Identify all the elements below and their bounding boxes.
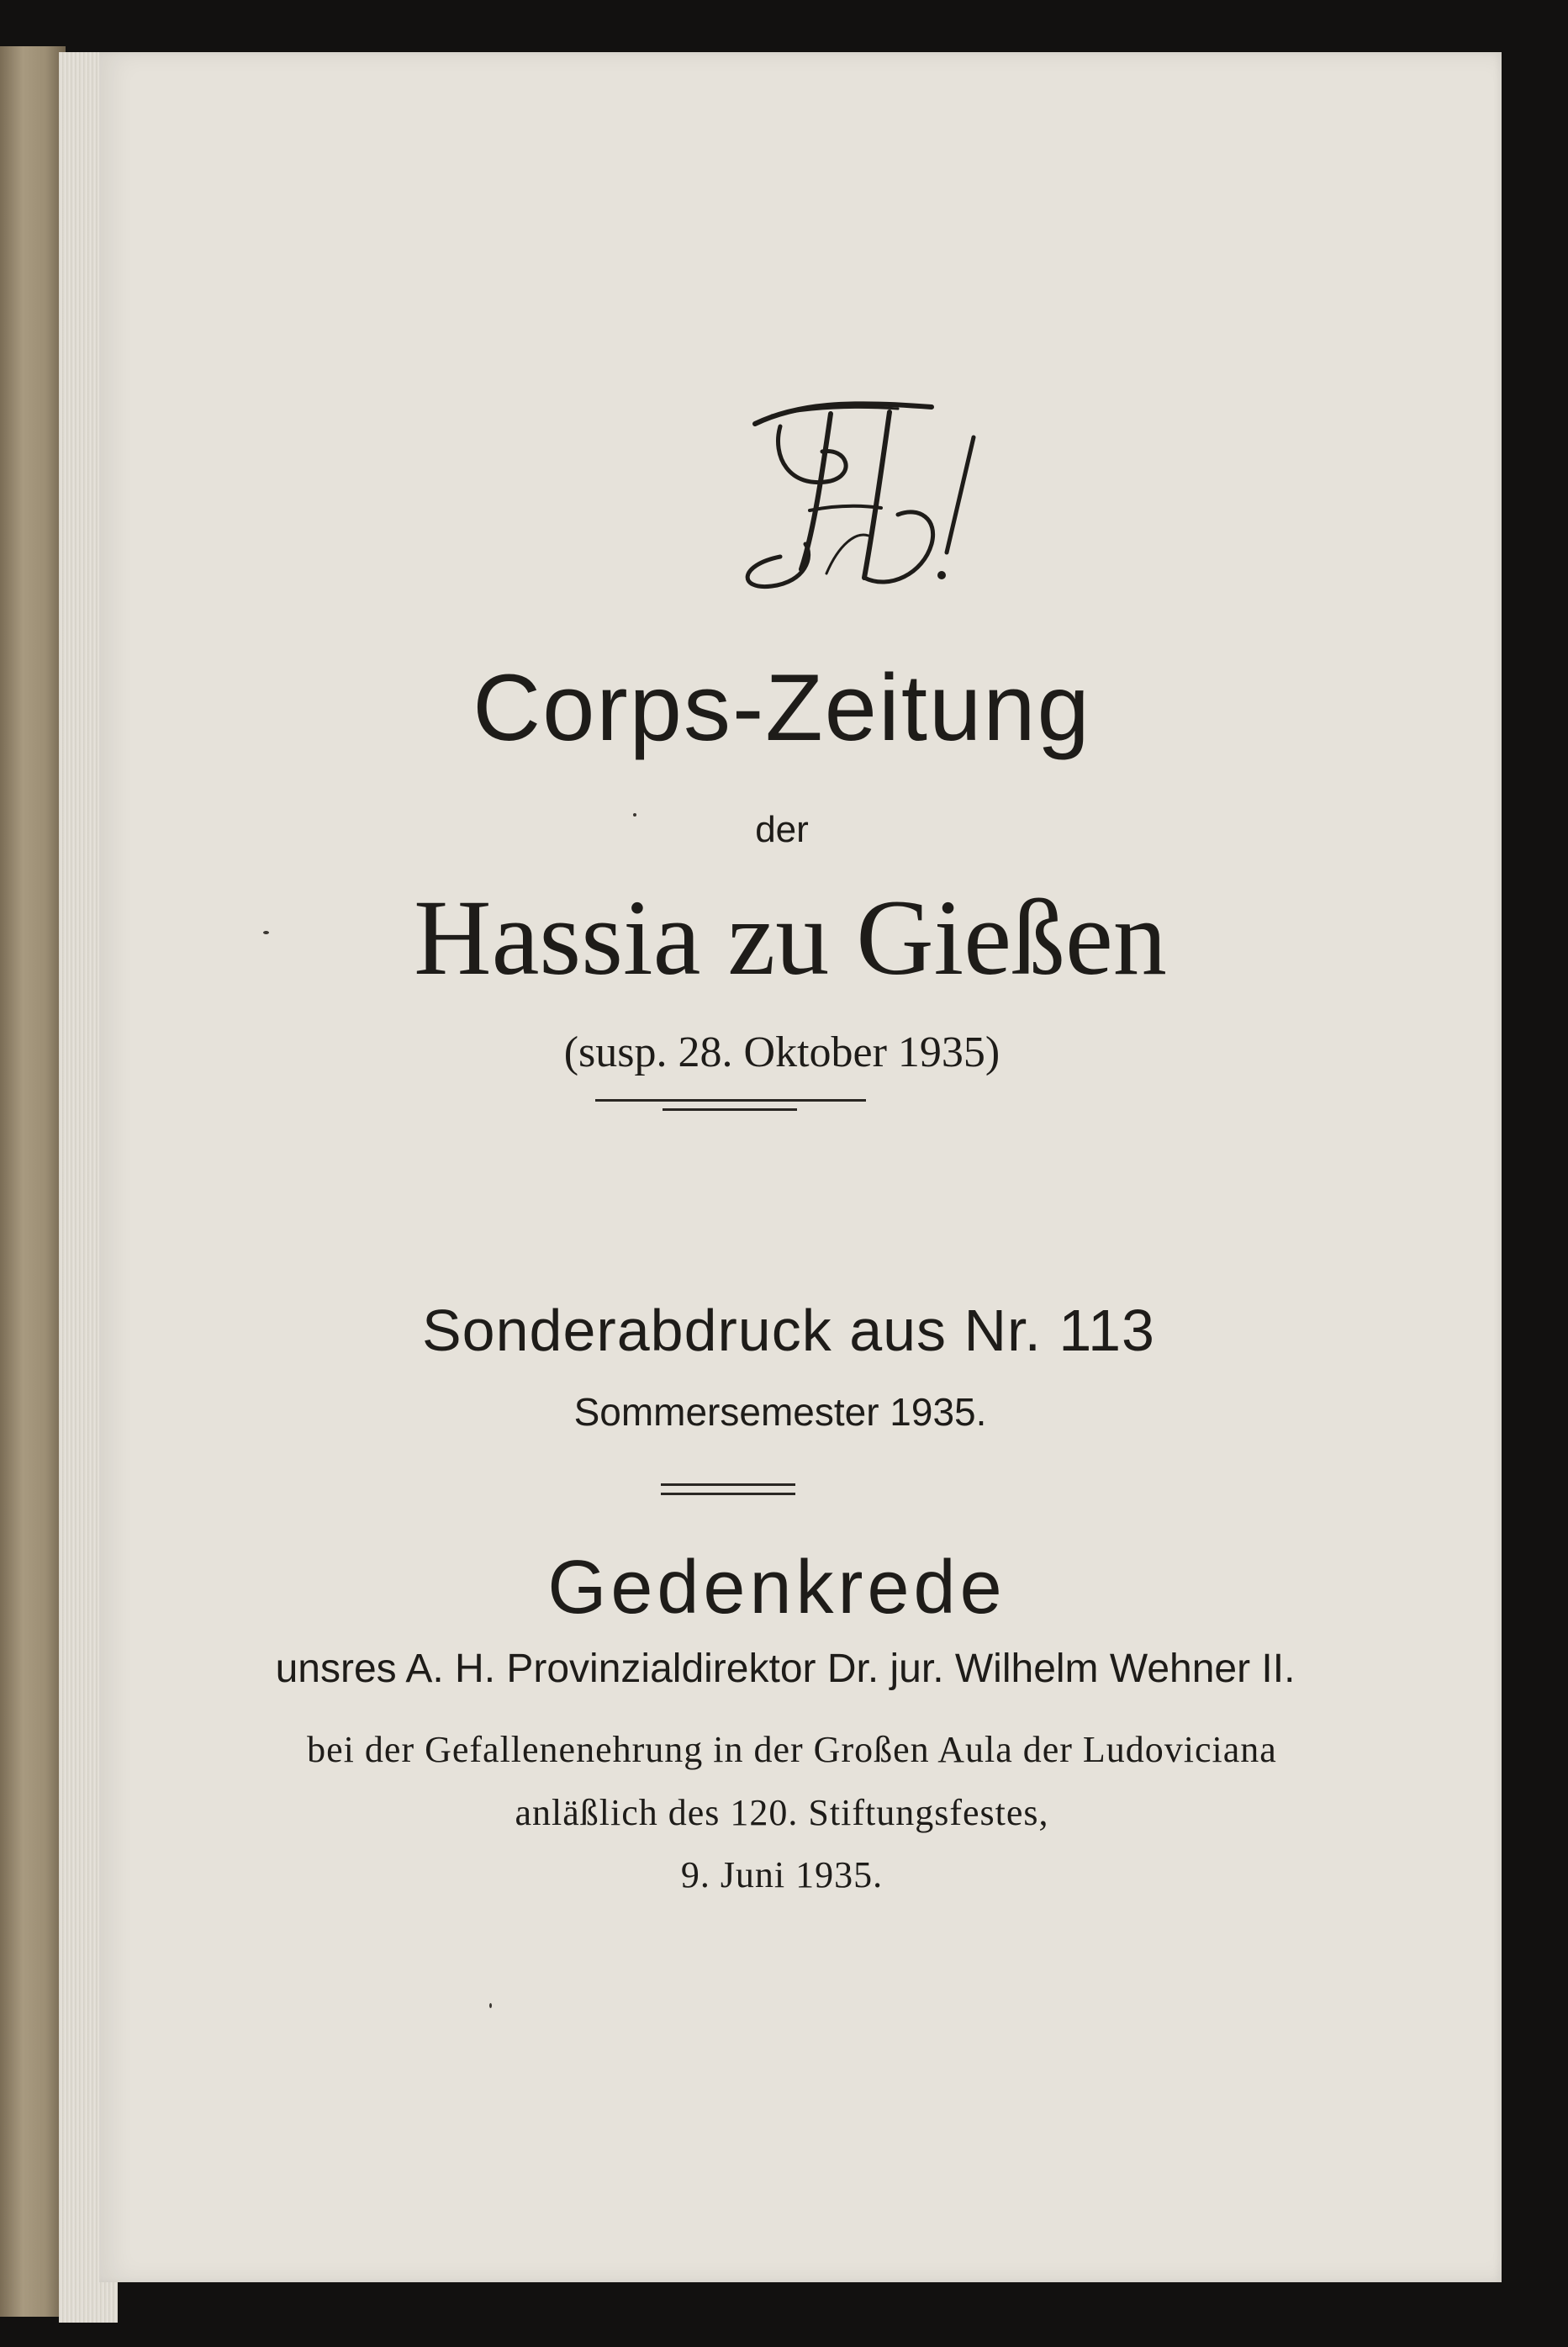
paper-speck — [263, 931, 269, 934]
date-line: 9. Juni 1935. — [680, 1854, 884, 1895]
semester-line: Sommersemester 1935. — [573, 1390, 987, 1434]
speaker-line: unsres A. H. Provinzialdirektor Dr. jur. Wilhelm Wehner II. — [275, 1647, 1296, 1691]
speech-title: Gedenkrede — [547, 1546, 1006, 1630]
anniversary-line: anläßlich des 120. Stiftungsfestes, — [515, 1792, 1049, 1833]
publication-title: Corps-Zeitung — [473, 655, 1091, 760]
paper-speck — [633, 813, 636, 817]
title-page — [99, 52, 1502, 2282]
occasion-line: bei der Gefallenenehrung in der Großen Aula der Ludoviciana — [307, 1729, 1277, 1770]
corps-name: Hassia zu Gießen — [414, 878, 1167, 997]
divider-rule-short — [663, 1108, 797, 1111]
paper-speck — [489, 2003, 492, 2008]
reprint-line: Sonderabdruck aus Nr. 113 — [421, 1298, 1155, 1363]
book-cover-edge — [0, 46, 66, 2317]
suspension-note: (susp. 28. Oktober 1935) — [563, 1028, 1000, 1076]
connector-word: der — [755, 809, 809, 850]
double-rule-bottom — [661, 1493, 795, 1495]
corps-monogram — [721, 363, 990, 607]
divider-rule-long — [595, 1099, 866, 1102]
double-rule-top — [661, 1483, 795, 1486]
